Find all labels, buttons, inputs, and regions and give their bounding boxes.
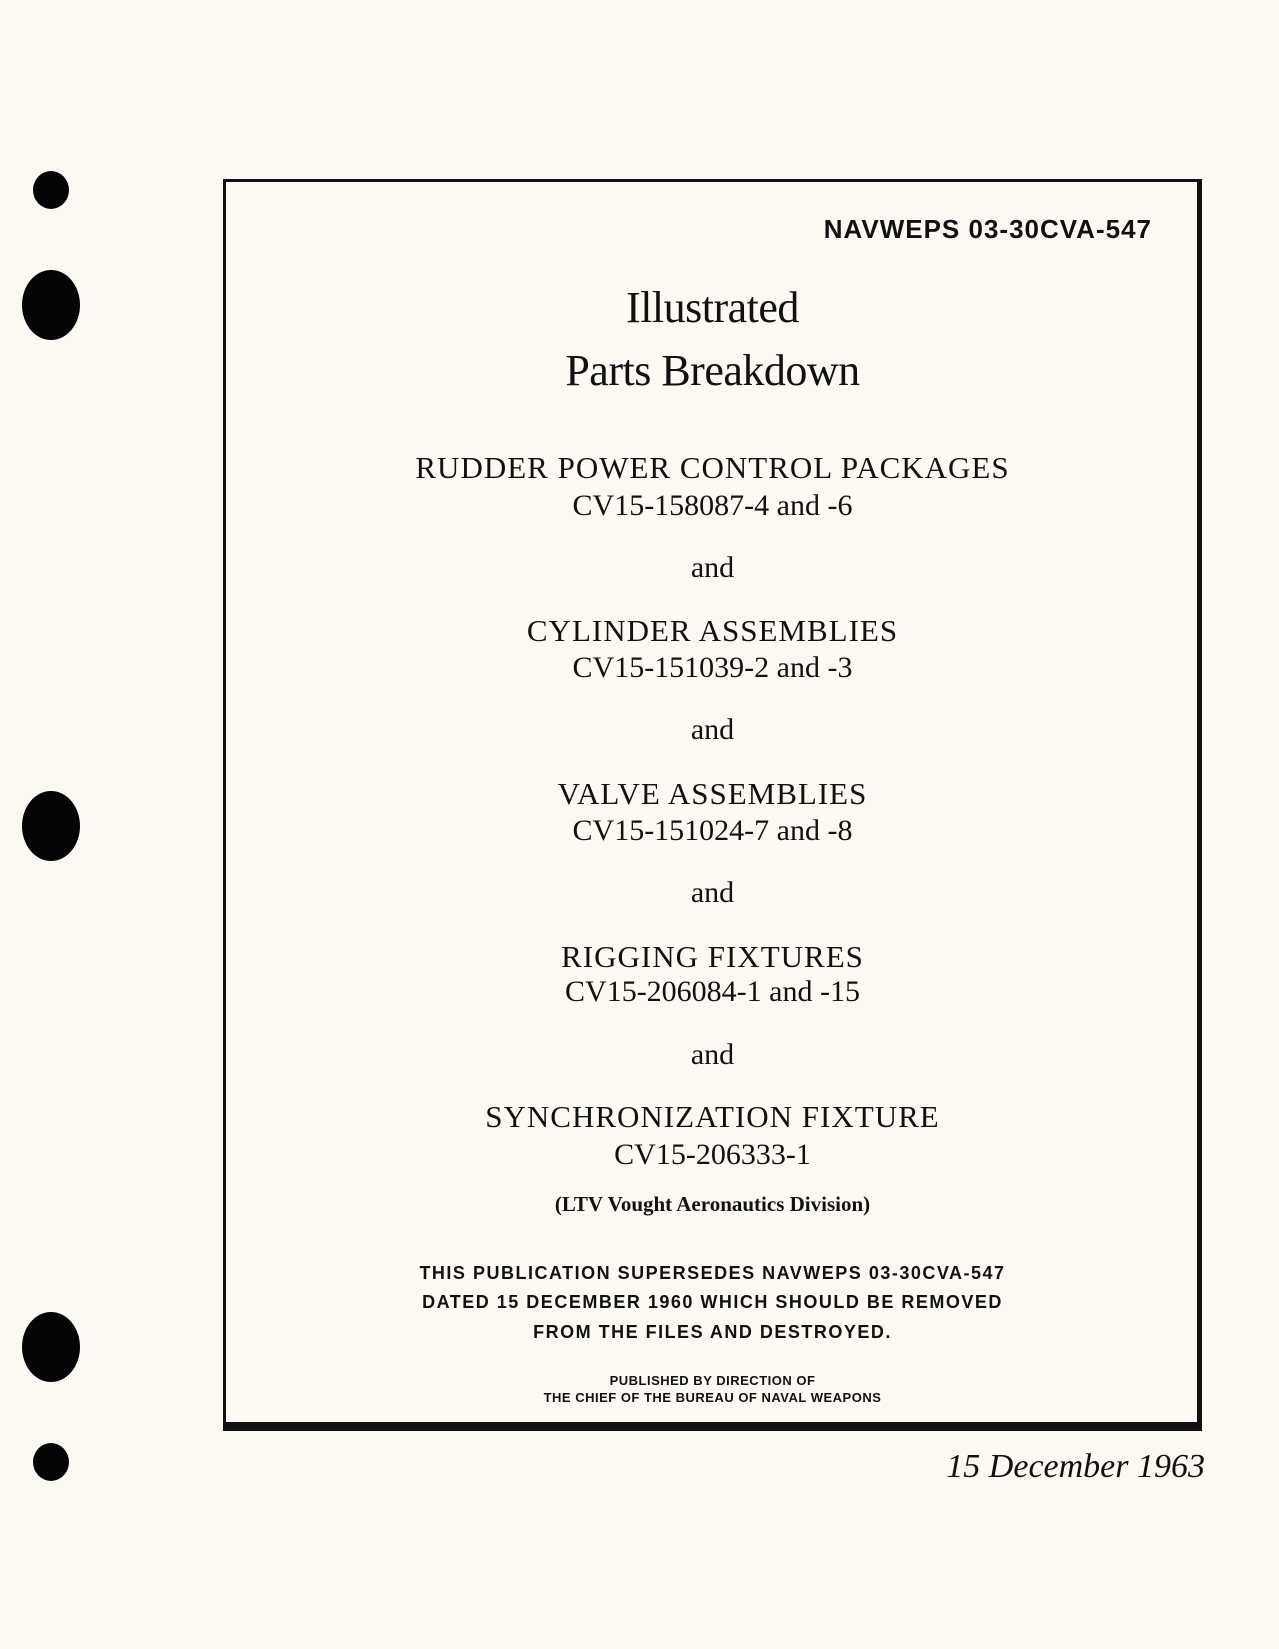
- section-part-numbers: CV15-158087-4 and -6: [572, 489, 853, 522]
- section-heading: SYNCHRONIZATION FIXTURE: [485, 1099, 940, 1134]
- binder-hole: [22, 270, 80, 340]
- section-heading: RIGGING FIXTURES: [561, 939, 864, 974]
- title-line-1: Illustrated: [626, 283, 799, 332]
- binder-hole: [33, 171, 69, 209]
- section-part-numbers: CV15-151024-7 and -8: [572, 814, 853, 847]
- title-line-2: Parts Breakdown: [565, 346, 860, 395]
- connector-and: and: [690, 876, 735, 909]
- supersedes-notice: FROM THE FILES AND DESTROYED.: [533, 1322, 892, 1342]
- binder-hole: [33, 1443, 69, 1481]
- supersedes-notice: THIS PUBLICATION SUPERSEDES NAVWEPS 03-30CVA-547: [419, 1263, 1006, 1283]
- connector-and: and: [690, 1038, 735, 1071]
- section-part-numbers: CV15-206084-1 and -15: [565, 975, 860, 1008]
- section-heading: CYLINDER ASSEMBLIES: [526, 613, 899, 648]
- publication-date: 15 December 1963: [946, 1448, 1205, 1485]
- section-heading: VALVE ASSEMBLIES: [557, 776, 868, 811]
- manufacturer: (LTV Vought Aeronautics Division): [554, 1192, 871, 1216]
- section-part-numbers: CV15-206333-1: [614, 1138, 811, 1171]
- connector-and: and: [690, 551, 735, 584]
- section-part-numbers: CV15-151039-2 and -3: [572, 651, 853, 684]
- connector-and: and: [690, 713, 735, 746]
- document-number: NAVWEPS 03-30CVA-547: [823, 214, 1152, 244]
- published-by: PUBLISHED BY DIRECTION OF: [609, 1373, 816, 1388]
- binder-hole: [22, 1312, 80, 1382]
- published-by: THE CHIEF OF THE BUREAU OF NAVAL WEAPONS: [543, 1390, 882, 1405]
- supersedes-notice: DATED 15 DECEMBER 1960 WHICH SHOULD BE REMOVED: [422, 1292, 1003, 1312]
- section-heading: RUDDER POWER CONTROL PACKAGES: [415, 450, 1010, 485]
- binder-hole: [22, 791, 80, 861]
